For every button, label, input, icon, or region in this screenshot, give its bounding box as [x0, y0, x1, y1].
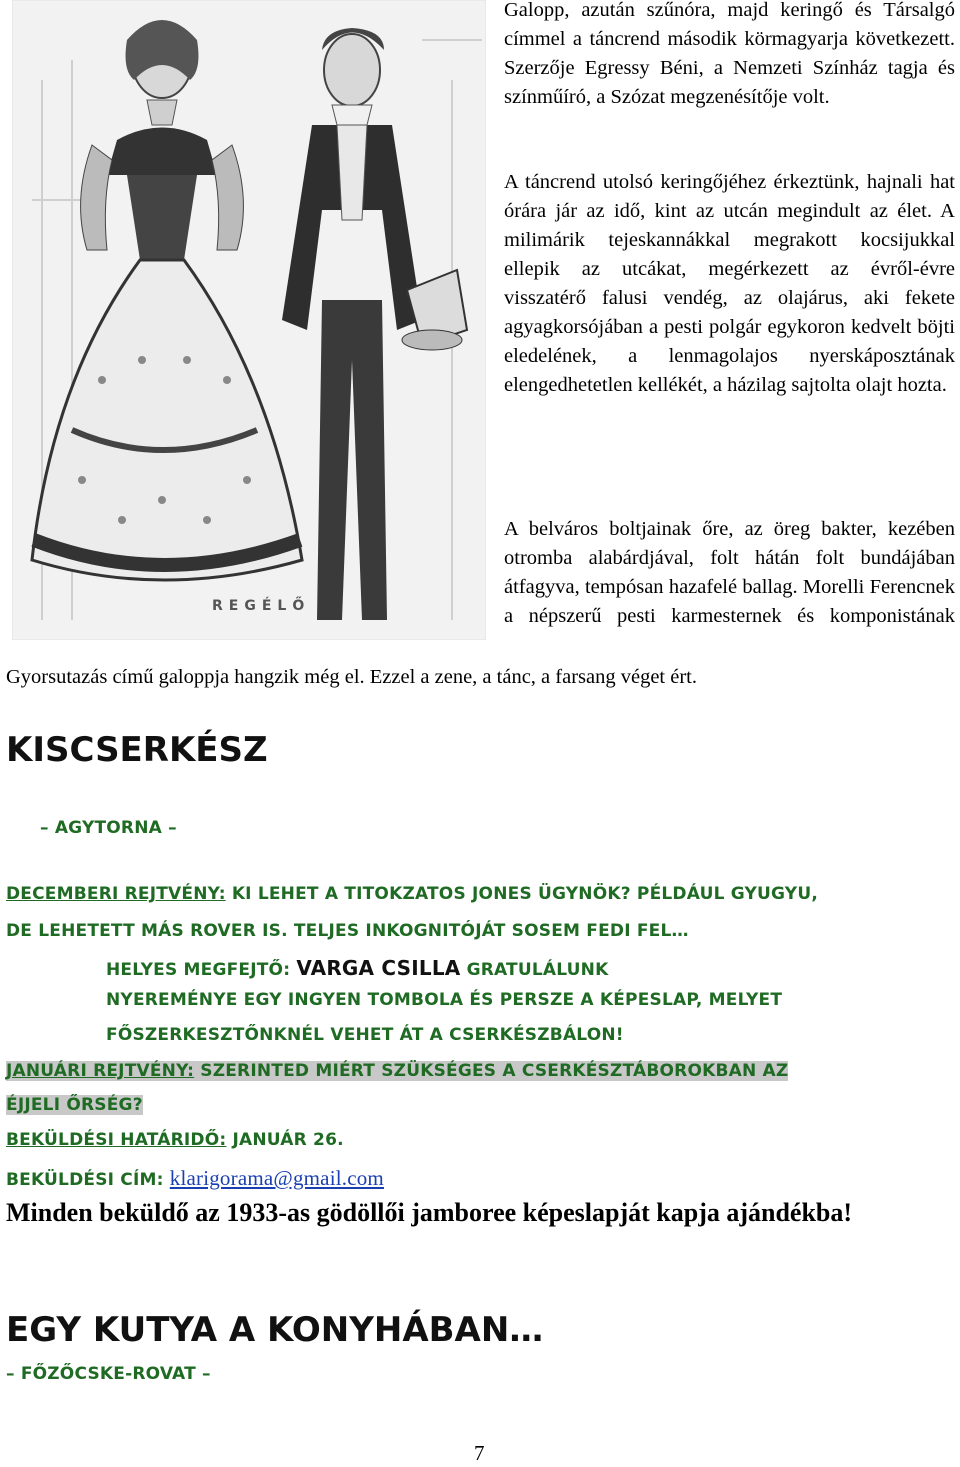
reward-text: Minden beküldő az 1933-as gödöllői jamboree képeslapját kapja ajándékba!	[6, 1198, 853, 1227]
december-riddle-question: KI LEHET A TITOKZATOS JONES ÜGYNÖK? PÉLDÁUL GYUGYU,	[231, 884, 818, 904]
december-riddle-label: DECEMBERI REJTVÉNY:	[6, 884, 226, 904]
prize-line-1: NYEREMÉNYE EGY INGYEN TOMBOLA ÉS PERSZE A KÉPESLAP, MELYET	[106, 990, 783, 1010]
deadline-line	[6, 1130, 344, 1150]
illustration-caption: REGÉLŐ	[212, 598, 311, 614]
december-riddle-line-1	[6, 884, 818, 904]
correct-answer-line	[106, 956, 608, 980]
page-number: 7	[474, 1441, 485, 1465]
january-riddle-line-2: ÉJJELI ŐRSÉG?	[6, 1095, 143, 1115]
address-label: BEKÜLDÉSI CÍM:	[6, 1170, 164, 1190]
january-riddle-question: SZERINTED MIÉRT SZÜKSÉGES A CSERKÉSZTÁBOROKBAN AZ	[200, 1061, 789, 1081]
address-line	[6, 1166, 384, 1191]
deadline-value: JANUÁR 26.	[232, 1130, 344, 1150]
section-subtitle-agytorna: – AGYTORNA –	[40, 818, 177, 838]
section-title-kutya: EGY KUTYA A KONYHÁBAN…	[6, 1310, 544, 1350]
article-paragraph-1: Galopp, azután szűnóra, majd keringő és Társalgó címmel a táncrend második körmagyarja következett. Szerzője Egressy Béni, a Nemzeti Színház tagja és színműíró, a Szózat megzenésítője volt.	[504, 0, 955, 108]
article-paragraph-3-continued: Gyorsutazás című galoppja hangzik még el. Ezzel a zene, a tánc, a farsang véget ért.	[6, 666, 697, 688]
winner-name: VARGA CSILLA	[296, 956, 461, 980]
deadline-label: BEKÜLDÉSI HATÁRIDŐ:	[6, 1130, 227, 1150]
article-paragraph-2: A táncrend utolsó keringőjéhez érkeztünk, hajnali hat órára jár az idő, kint az utcán megindult az élet. A milimárik tejeskannákkal megrakott kocsijukkal ellepik az utcákat, megérkezett az évről-évre visszatérő falusi vendég, az olajárus, aki fekete agyagkorsójában a pesti polgár egykoron kedvelt böjti eledelének, a lenmagolajos nyerskáposztának elengedhetetlen kellékét, a házilag sajtolta olajt hozta.	[504, 171, 955, 396]
fashion-illustration	[12, 0, 486, 640]
january-riddle-line-1	[6, 1061, 788, 1081]
prize-line-2: FŐSZERKESZTŐNKNÉL VEHET ÁT A CSERKÉSZBÁLON!	[106, 1025, 624, 1045]
january-riddle-label: JANUÁRI REJTVÉNY:	[6, 1061, 195, 1081]
article-paragraph-3: A belváros boltjainak őre, az öreg bakter, kezében otromba alabárdjával, folt hátán folt bundájában átfagyva, tempósan hazafelé ballag. Morelli Ferencnek a népszerű pesti karmesternek és komponistának	[504, 518, 955, 627]
email-link[interactable]: klarigorama@gmail.com	[169, 1166, 384, 1190]
correct-answer-label: HELYES MEGFEJTŐ:	[106, 960, 291, 980]
section-title-kiscserkesz: KISCSERKÉSZ	[6, 730, 268, 770]
section-subtitle-fozocske: – FŐZŐCSKE-ROVAT –	[6, 1364, 211, 1384]
congrats-text: GRATULÁLUNK	[466, 960, 609, 980]
december-riddle-line-2: DE LEHETETT MÁS ROVER IS. TELJES INKOGNITÓJÁT SOSEM FEDI FEL…	[6, 921, 689, 941]
